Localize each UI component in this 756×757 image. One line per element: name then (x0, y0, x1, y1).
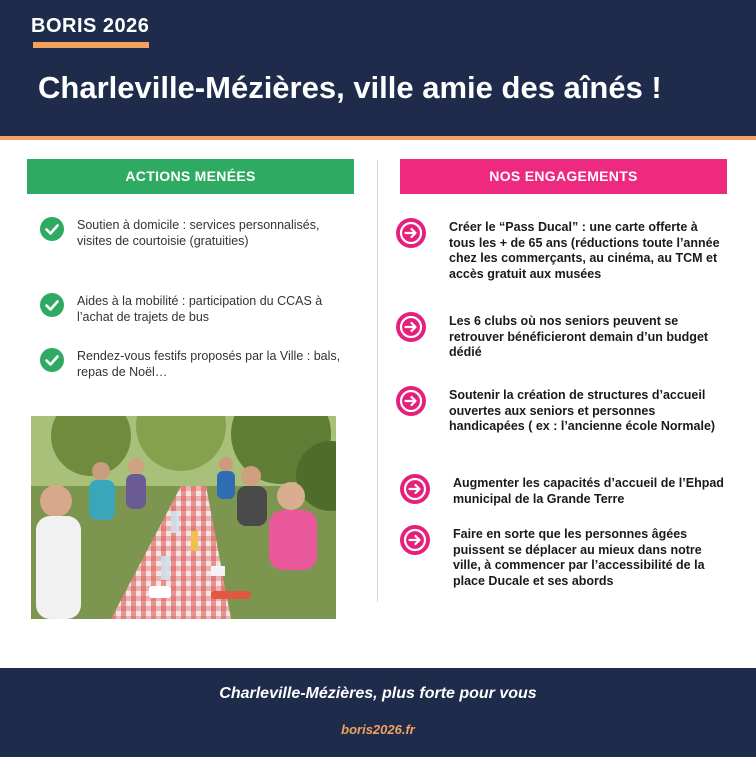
engagement-item-text: Soutenir la création de structures d’accueil ouvertes aux seniors et personnes handicapées ( ex : l’ancienne école Normale) (449, 388, 716, 433)
action-item-text: Rendez-vous festifs proposés par la Ville : bals, repas de Noël… (77, 349, 341, 379)
actions-heading: ACTIONS MENÉES (27, 159, 354, 194)
footer-website-link[interactable]: boris2026.fr (341, 722, 415, 737)
check-circle-icon (40, 348, 64, 372)
footer-band (0, 668, 756, 757)
engagement-item-text: Augmenter les capacités d’accueil de l’Ehpad municipal de la Grande Terre (453, 476, 724, 506)
arrow-right-circle-icon (396, 218, 426, 248)
page-title: Charleville-Mézières, ville amie des aînés ! (38, 70, 662, 105)
engagements-heading: NOS ENGAGEMENTS (400, 159, 727, 194)
arrow-right-circle-icon (400, 525, 430, 555)
footer-slogan: Charleville-Mézières, plus forte pour vous (219, 685, 537, 702)
arrow-right-circle-icon (396, 312, 426, 342)
arrow-right-circle-icon (396, 386, 426, 416)
engagement-item-text: Créer le “Pass Ducal” : une carte offerte à tous les + de 65 ans (réductions toute l’année chez les commerçants, au cinéma, au TCM et accès gratuit aux musées (449, 220, 720, 281)
engagement-item-text: Faire en sorte que les personnes âgées puissent se déplacer au mieux dans notre ville, à commencer par l’accessibilité de la place Ducale et ses abords (453, 527, 705, 588)
engagement-item-text: Les 6 clubs où nos seniors peuvent se retrouver bénéficieront demain d’un budget dédié (449, 314, 709, 359)
seniors-banquet-photo (31, 416, 336, 619)
action-item-text: Aides à la mobilité : participation du CCAS à l’achat de trajets de bus (77, 294, 323, 324)
check-circle-icon (40, 217, 64, 241)
brand-underline (33, 42, 149, 48)
brand-logo-text: BORIS 2026 (31, 15, 150, 37)
column-divider (377, 160, 378, 602)
header-accent-rule (0, 136, 756, 140)
check-circle-icon (40, 293, 64, 317)
action-item-text: Soutien à domicile : services personnalisés, visites de courtoisie (gratuities) (77, 218, 320, 248)
arrow-right-circle-icon (400, 474, 430, 504)
